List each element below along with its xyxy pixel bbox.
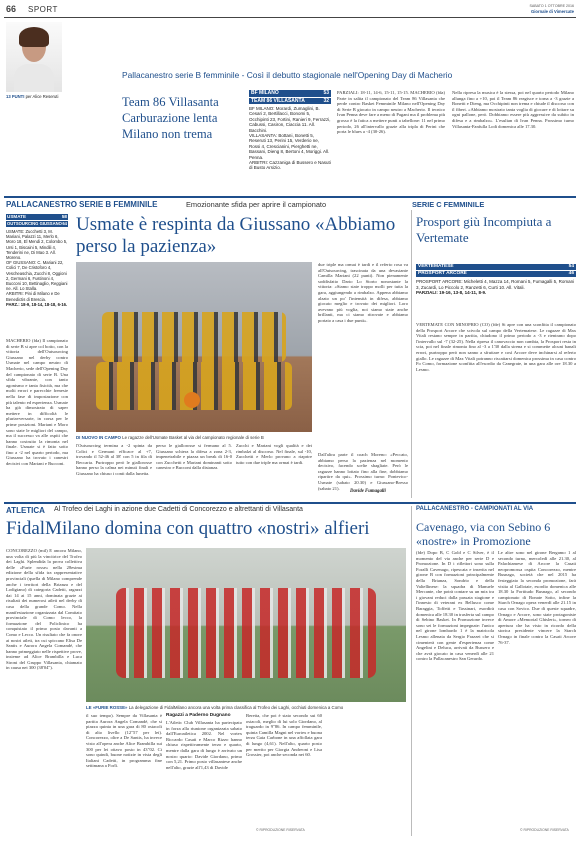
main-body-col: due triple ma ormai è tardi e il referto rosa va all'Outsourcing, trascinata da una devastante Camilla Mariani (22 punti). Non pienamente soddisfatto Dario Lo Storto nonostante la vittoria: «Siamo state troppo molli per tutta la gara, aggiungendo a rimbalzo. Appena abbiamo alzato un po' l'intensità in difesa, abbiamo giocato meglio e trovato dei migliori. Loro avevano più voglia, noi siamo state anche brillanti, ma ci siamo ritrovate e abbiamo portato a casa i due punti». <box>318 262 408 323</box>
box-line: PARZIALI: 19-16, 13-8, 14-11, 8-9. <box>416 290 487 296</box>
top-score-box <box>249 90 331 192</box>
page-header <box>6 4 576 16</box>
column-divider <box>411 506 412 836</box>
atletica-credit: © RIPRODUZIONE RISERVATA <box>256 828 305 832</box>
atletica-subtitle: Al Trofeo dei Laghi in azione due Cadetti di Concorezzo e altrettanti di Villasanta <box>54 506 303 513</box>
top-kicker: Pallacanestro serie B femminile - Così il debutto stagionale nell'Opening Day di Macherio <box>122 70 453 80</box>
caption-points: 13 PUNTI <box>6 94 25 99</box>
box-line: PARZ.: 18-9, 18-14, 18-18, 6-16. <box>6 301 68 307</box>
box-line: OF GIUSSANO: C. Mariani 22, Colici 7, De Cristoforo 4, Vescheaschia, Zucchi 8, Oggioni 2, Germani 6, Fustinoni 4, Bucconi 10, Bettinaglio, Reggiani ne. All. Lo Stalla. <box>6 260 68 292</box>
header-date: SABATO 1 OTTOBRE 2016 <box>529 4 574 8</box>
atletica-body-col: Beretta, che poi è stato secondo sui 60 ostacoli, meglio di lui solo Giordano, al traguardo in 9"86. In campo femminile, quinta Camilla Magni nel vortex e buona terza Gaia Carbone in una affollata gara di lungo (4,61). Nell'alto, quarto posto per merito per Giorgia Andreoni e Lisa Grossier, poi anche seconda nei 60. <box>246 713 322 758</box>
box-line: ARBITRI: Pini di Milano e De Benedictis di Brescia. <box>6 291 60 302</box>
cavenago-label: PALLACANESTRO - CAMPIONATI AL VIA <box>416 506 534 512</box>
atletica-body-col: L'Atletic Club Villasanta ha partecipato in forza alla riunione organizzata sabato dall'Euroatletica 2002. Nel vortex Riccardo Casati e Marco Rizzo hanno chiuso rispettivamente terzo e quarto, mentre dalla gara di lungo è arrivato un nostro quarto: Davide Giordano, primo con 5,21. Primo posto villasantese anche nell'alto, grazie all'1,43 di Davide <box>166 720 242 770</box>
main-body-col: Zucchi e Mariani vogli qualità e dei rimbalzi al discorso. Nel finale, sul -10, Zucchetti e Merlo provano a riaprire tutto con due triple ma ormai è tardi. <box>236 443 312 465</box>
main-body-col: MACHERIO (fda) Il campionato di serie B si apre col botto, con la vittoria dell'Outsourcing Giussano nel derby contro Usmate nel campo neutro di Macherio, sede dell'Opening Day del campionato di serie B. Una sfida vibrante, con tanto agonismo e tanta fisicità, ma che molti errori e parecchie frenesie nella fase di impostazione con più talento ed esperienza. Usmate ha già dimostrato di saper mettere in difficoltà le pluriavversarie, in corsa per le prime posizioni. Mariani e Moro sono state le migliori del campo, ma il successo va alle ospiti che hanno costruito la rimonta nel finale. Usmate si è fatto sotto fino a -2 nel quarto periodo, ma Giussano ha trovato i canestri decisivi con Mariani e Bucconi. <box>6 338 68 467</box>
top-body-col: PARZIALI: 18-11, 14-6, 15-11, 15-15. MACHERIO (fda) Parte in salita il campionato del Team 86 Villasanta che perde contro Basket Femminile Milano nell'Opening Day di Serie B giocato in campo neutro a Macherio. Il tecnico Ivan Penna deve fare a meno di Pagani ma il problema più grosso è la fatica a mettere punti a tabellone: 11 nel primo periodo, 26 all'intervallo grazie alla tripla di Perini che porta le blues a -4 (30-26). <box>337 90 445 135</box>
box-line: VILLASANTA: Bottani, Bonetti 5, Reseruti 13, Perini 15, Verderio ne, Rossi 4, Crescianini, Pierghetti ne, Bassani, Dieng 8, Bertoni 4, Moriggi. All. Penna. <box>249 133 330 160</box>
cavenago-body-col: Le altre sono nel girone Bergamo 1 al secondo turno, mercoledì alle 21.30, al Palachiamese di Arcore la Casati neopromossa ospita Concorezzo, mentre Busnago, società che nel 2015 ha festeggiato la seconda promozione, farà visita al Gallotaie, esordio domenica alle 18.30 la Fortitudo Busnago, al secondo campionato di Bonate Sotto, infine la Starch Ornago opera venerdì alle 21.15 in casa con Sovico. Due di queste squadre, Ornago e Arcore, sono state protagoniste di Amore «Memorial Ghisleri», torneo di apertura che ha visto in ricordo della storica presidente vincere la Starch Ornago in finale contro la Casati Arcore 76-37. <box>498 550 576 645</box>
cavenago-body-col: (fde) Dopo B, C Gold e C Silver, è il momento del via anche per serie D e Promozione. In D i riflettori sono sulla Foralli Cavenago, ripescata e inserita nel girone B con formazioni principalmente della Brianza, Sondrio e della Valtellinese: la squadra di Manuele Mercante, che potrà contare su un mix tra i giovani reduci dalla passata stagione e l'innesto di veterani ex Bellusco come Baraggia, Toffetti e Tassinari, esordirà domenica alle 18.30 in trasferta sul campo di Sebino Basket. In Promozione invece sono sei le formazioni impegnate: l'unico nel girone lombardo 1 è la matricola Lesmo allenata da Sergio Frazzei che si cimenterà con gente d'esperienza come Angelini e Deluca, arrivati da Bussero e che avrà giocato in casa venerdì alle 21 contro la Pallacanestro San Gerardo. <box>416 550 494 662</box>
band-rule <box>4 196 576 198</box>
atletica-subhead: Ragazzi a Paderno Dugnano <box>166 713 231 718</box>
score-row: PROSPORT ARCORE 46 <box>418 271 574 277</box>
athletes-photo <box>86 548 406 702</box>
atletica-body-col: il suo tempo). Sempre da Villasanta è partita Aurora Angela Comandé, che si piazza quinta in una gara di 80 ostacoli di alto livello (12"57 per lei). Concorezzo, oltre a De Santis, ha invece visto all'opera anche Alice Brambilla sui 300 per lei ottavo posto in 43"02. Ci sono quindi, buone notizie in vista degli Italiani Cadetti, in programma fine settimana a Forlì. <box>86 713 162 769</box>
column-divider <box>411 210 412 498</box>
right-headline: Prosport giù Incompiuta a Vertemate <box>416 214 552 245</box>
cavenago-credit: © RIPRODUZIONE RISERVATA <box>520 828 569 832</box>
main-body-col: Dall'altra parte il coach Moreno: «Peccato, abbiamo perso la pazienza nel momento decisivo, facendo scelte sbagliate. Però le ragazze hanno lottato fino alla fine, dobbiamo ripartire da qui». Prossimo turno: Pontevico-Usmate (sabato 20.30) e Giussano-Bresso (sabato 21). <box>318 452 408 491</box>
band-subtitle: Emozionante sfida per aprire il campionato <box>186 200 327 209</box>
atletica-photo-caption <box>86 705 406 710</box>
score-row: OUTSOURCING GIUSSANO 64 <box>7 221 67 226</box>
caption-name: per Alice Reseruti <box>25 94 59 99</box>
main-photo-caption <box>76 435 312 440</box>
caption-label: DI NUOVO IN CAMPO <box>76 435 121 440</box>
portrait-shirt <box>14 64 54 92</box>
top-body-col: Nella ripresa la musica è la stessa, poi nel quarto periodo Milano allunga fino a +10, poi il Team 86 reagisce e torna a -3 grazie a Bonetti e Dieng, ma Occhipinti non trema e chiude il discorso con il fibert. «Abbiamo mostrato tanta voglia di giocare e di lottare su ogni pallone, però. Dobbiamo essere più aggressive da subito in difesa e a rimbalzo». L'esultan di Ivan Penna. Prossimo turno Villasanta-Fanfulla Lodi domenica alle 17.30. <box>452 90 574 129</box>
atletica-body-col: CONCOREZZO (mtl) E ancora Milano, una volta di più la vincitrice del Trofeo dei Laghi. Splendida la prova collettiva delle «Furie rosse» nella 28esima edizione della sfida tra rappresentative provinciali (quella di Milano comprende anche i territori della Brianza e del Lodigiano) di categoria Cadetti, ragazzi dai 14 ai 15 anni, dominata grazie ai risultati dei numerosi atleti nel derby di casa della grande Como. Nella manifestazione organizzata dal Comitato provinciale di Como lecco, la formazione del Policlinico ha conquistato il primo posto davanti a Como e Lecco. Un risultato che fa onore ai nostri atleti, tra cui spiccano Elisa De Santis e Aurora Angela Comandé, che hanno primeggiato nelle rispettive prove, insieme ad Alice Brambilla e Luca Sironi del Gruppo Villasanta, chiamato in causa nei 300 (38'04"). <box>6 548 82 671</box>
page-number: 66 <box>6 4 17 14</box>
main-body-col: perso le giallorosse si fermano al 5. Giussano schiera la difesa a zona 2-3, impenetrabile e piazza un break di 16-0 con Zucchetti e Mariani dominanti sotto canestro e Bucconi dalla distanza. <box>156 443 232 471</box>
portrait-caption <box>6 94 58 99</box>
photo-group <box>116 588 376 678</box>
band-label: PALLACANESTRO SERIE B FEMMINILE <box>6 200 158 209</box>
score-row: BF MILANO 53 <box>251 90 329 96</box>
side-band-label: SERIE C FEMMINILE <box>412 200 485 209</box>
section-label: SPORT <box>28 5 58 14</box>
right-body: VERTEMATE CON MINOPRIO (CO) (fde) Si apre con una sconfitta il campionato della Prosport Arcore che scivola sul campo della Vertematese. Le ragazze di Max Vitali restano sempre in partita, chiudono il primo periodo a -3 e rientrano dopo l'intervallo sul -7 (32-25). Nella ripresa il canovaccio non cambia, la Prosport resta in scia, poi nel finale rimonta fino al -3 a 1'30 dalla sirena e si commette alcuni banali errori, purtroppo però non sanno a sfruttare e così Arcore deve inchinarsi al referto giallo. Le ragazze di Max Vitali potranno riscattarsi domenica prossima in casa contro Fo Como, formazione sconfitta all'esordio da Canegrate, in una gara alle ore 18.30 a Lesmo. <box>416 322 576 372</box>
cavenago-headline: Cavenago, via con Sebino 6 «nostre» in Promozione <box>416 520 551 548</box>
atletica-headline: FidalMilano domina con quattro «nostri» alfieri <box>6 518 370 539</box>
top-headline: Team 86 Villasanta Carburazione lenta Milano non trema <box>122 95 219 141</box>
box-line: BF MILANO: Morardi, Zumaglini, B. Cesari 2, Bertillacci, Bonomi 5, Occhipinti 23, Fortini, Ranieri 9, Ferrazzi, Cabussi, Casiron, Ciaccia 11. All. Bacchini. <box>249 106 331 133</box>
box-line: USMATE: Zucchetti 3, M. Mariani, Palazzi 11, Merlo 6, Moro 18, El Mendi 2, Colombo 5, Ursi 1, Biscaini 5, Mindili 4, Tenderini ne, Di Mao 3. All. Moreno. <box>6 229 68 261</box>
atletica-rule <box>4 502 576 504</box>
score-row: USMATE 58 <box>7 214 67 219</box>
score-row: VERTEMATESE 54 <box>418 264 574 269</box>
atletica-label: ATLETICA <box>6 506 45 515</box>
photo-back-row <box>102 312 286 362</box>
caption-text: La delegazione di FidalMilano ancora una volta prima classifica al Trofeo dei Laghi, occhiuti domenica a Como <box>128 705 344 710</box>
box-line: ARBITRI: Cazzaniga di Bussero e Nasuti di Busto Arsizio. <box>249 160 331 171</box>
athlete-portrait <box>6 22 62 92</box>
right-score-box <box>416 264 576 296</box>
main-headline: Usmate è respinta da Giussano «Abbiamo perso la pazienza» <box>76 214 396 257</box>
main-signature: Davide Fumagalli <box>350 489 386 494</box>
team-photo <box>76 262 312 432</box>
main-body-col: l'Outsourcing termina a -2 spinta da Colici e Germani efficace al +7, trovando il 52-46 al 38' con 5 in fila di Beccaria. Purtroppo però le giallorosse hanno perso la calma nei minuti finali e Giussano ha chiuso i conti dalla lunetta. <box>76 443 152 476</box>
caption-text: Le ragazze dell'Usmate Basket al via del campionato regionale di serie B <box>122 435 264 440</box>
score-row: TEAM 86 VILLASANTA 32 <box>251 97 329 104</box>
header-paper: Giornale di Vimercate <box>531 9 574 14</box>
portrait-hair <box>19 27 49 47</box>
photo-ball <box>184 392 200 408</box>
caption-label: LE «FURIE ROSSE» <box>86 705 128 710</box>
header-rule <box>4 17 576 18</box>
box-line: PROSPORT ARCORE: Micheletti 4, Mazza 14, Romani 5, Fumagalli 5, Romani 3, Zucardi, Lo Piccolo 2, Ranzetti 6, Curti 10. All. Vitali. <box>416 279 575 290</box>
main-score-box <box>6 214 68 334</box>
